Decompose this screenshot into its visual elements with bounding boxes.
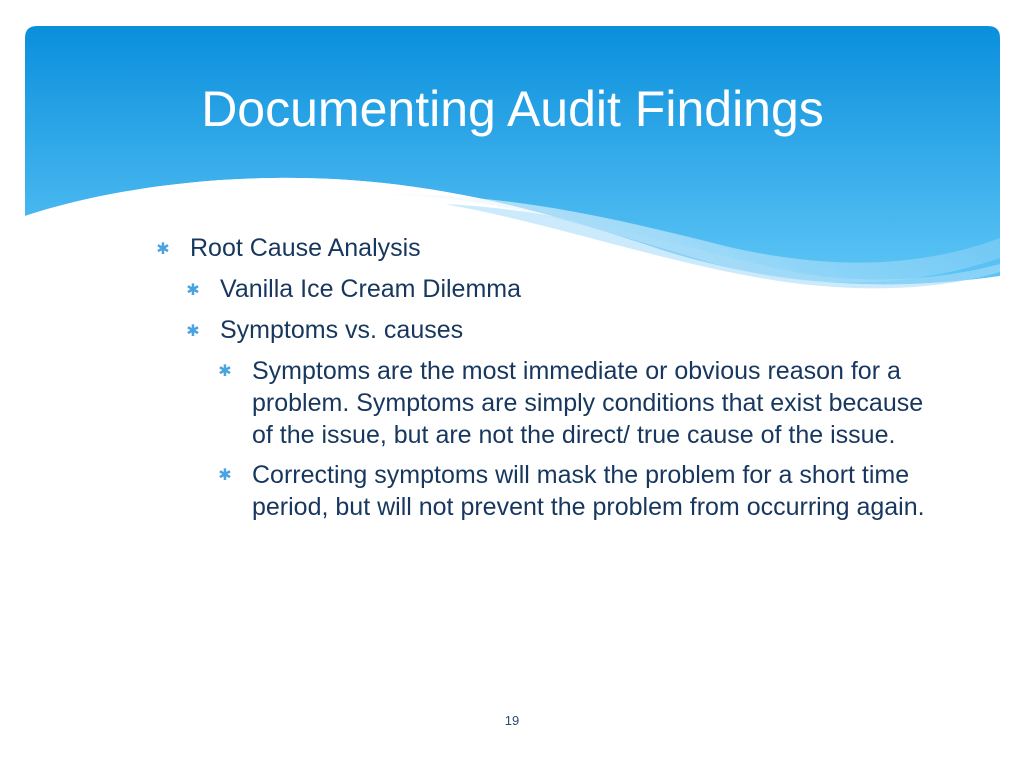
bullet-list [150,232,940,523]
list-item-text: Root Cause Analysis [190,234,421,262]
asterisk-bullet-icon: ✱ [186,280,200,299]
asterisk-bullet-icon: ✱ [186,321,200,340]
list-item [212,459,940,523]
list-item [180,314,940,347]
slide-title: Documenting Audit Findings [201,81,824,137]
list-item [150,232,940,265]
list-item-text: Correcting symptoms will mask the problem for a short time period, but will not prevent the problem from occurring again. [252,461,925,521]
list-item-text: Symptoms are the most immediate or obvious reason for a problem. Symptoms are simply conditions that exist because of the issue, but are not the direct/ true cause of the issue. [252,357,924,449]
asterisk-bullet-icon: ✱ [218,465,232,484]
list-item-text: Vanilla Ice Cream Dilemma [220,275,522,303]
list-item [180,273,940,306]
asterisk-bullet-icon: ✱ [218,361,232,380]
list-item-text: Symptoms vs. causes [220,316,464,344]
asterisk-bullet-icon: ✱ [156,239,170,258]
page-number: 19 [504,713,520,728]
list-item [212,355,940,451]
